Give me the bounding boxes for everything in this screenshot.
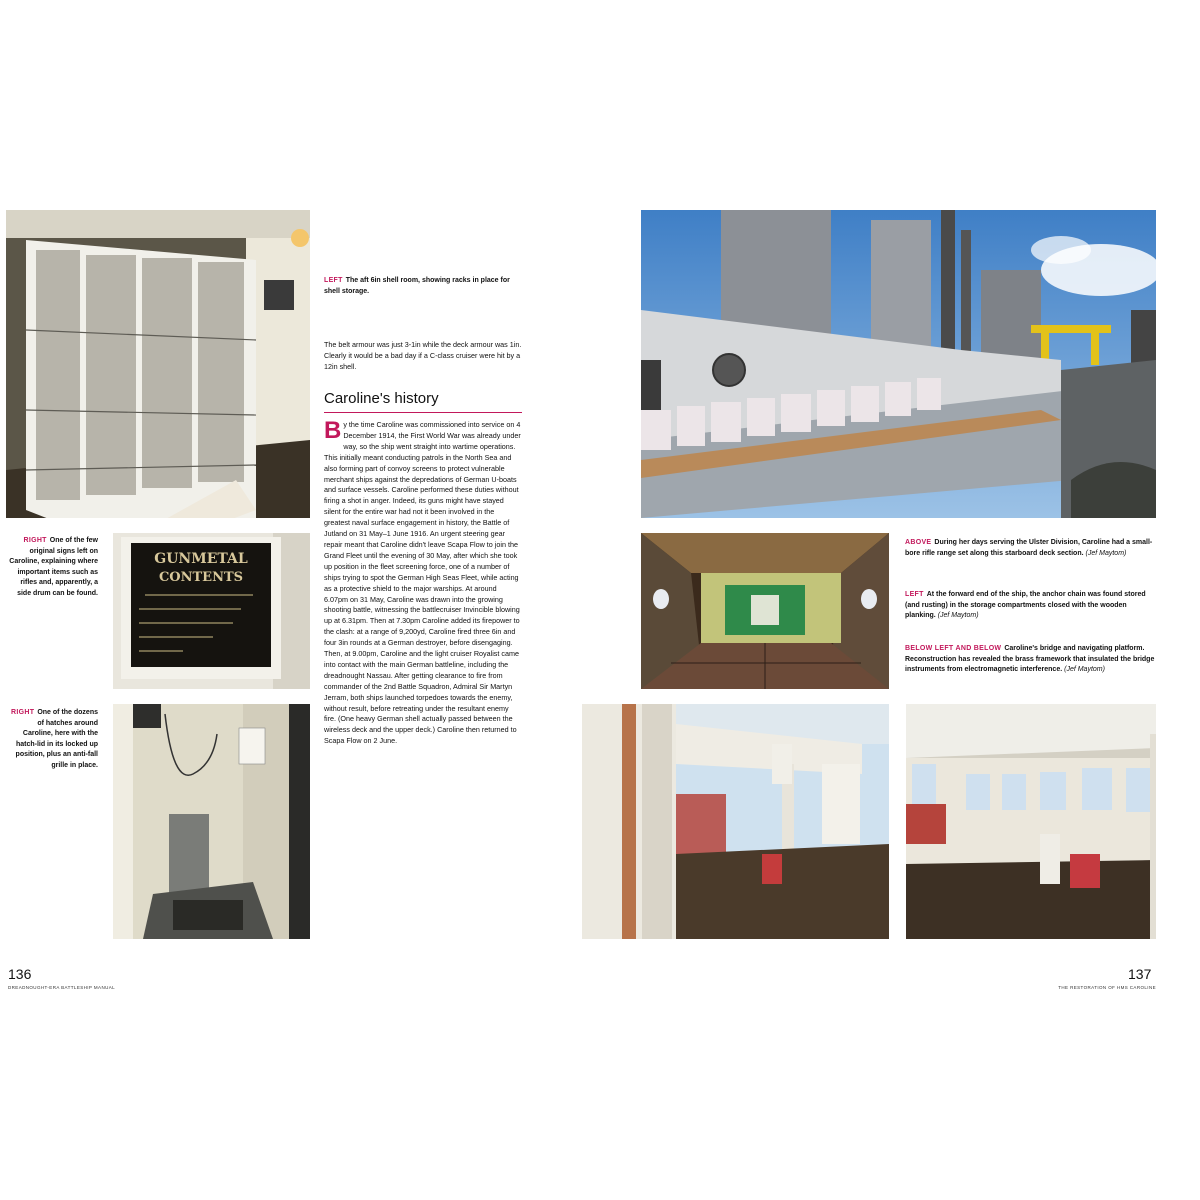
left-page-number: 136 [8,966,32,982]
left-running-head: DREADNOUGHT-ERA BATTLESHIP MANUAL [8,985,116,990]
caption-credit: (Jef Maytom) [1064,666,1105,673]
hatches-caption [6,708,98,771]
caption-credit: (Jef Maytom) [937,612,979,619]
above-caption [905,538,1155,559]
shell-room-photo [6,210,310,518]
caption-text: One of the few original signs left on Caroline, explaining where important items such as rifles and, apparently, a side drum can be found. [9,537,98,597]
intro-paragraph: The belt armour was just 3-1in while the deck armour was 1in. Clearly it would be a bad day if a C-class cruiser were hit by a 12in shell. [324,340,522,371]
sign-caption [6,536,98,599]
sign-line-1: GUNMETAL [154,551,248,567]
section-heading: Caroline's history [324,390,522,413]
right-page-number: 137 [1128,966,1152,982]
caption-lead: LEFT [324,277,343,284]
caption-text: During her days serving the Ulster Division, Caroline had a small-bore rifle range set along this starboard deck section. [905,539,1153,557]
below-caption [905,644,1155,676]
bridge-photo-left [582,704,889,939]
caption-text: Caroline's bridge and navigating platform. Reconstruction has revealed the brass framework that insulated the bridge instruments from electromagnetic interference. [905,645,1155,673]
caption-text: The aft 6in shell room, showing racks in place for shell storage. [324,277,510,295]
history-body-text: y the time Caroline was commissioned into service on 4 December 1914, the First World War was already under way, so the ship went straight into wartime operations. This initially meant conducting patrols in the North Sea and also forming part of convoy screens to protect vulnerable merchant ships against the depredations of German U-boats and surface vessels. Caroline performed these duties without firing a shot in anger. Indeed, its guns might have stayed silent for the entire war had not it been involved in the greatest naval surface engagement in history, the Battle of Jutland on 31 May–1 June 1916. An urgent steering gear repair meant that Caroline didn't leave Scapa Flow to join the Grand Fleet until the evening of 30 May, after which she took up position in the fleet screening force, one of a number of ships trying to spot the German High Seas Fleet, while acting as a protective shield to the major warships. At around 6.07pm on 31 May, Caroline was drawn into the growing shooting battle, witnessing the battlecruiser Invincible blowing up at 6.31pm. Then at 7.30pm Caroline added its firepower to the clash: at a range of 9,200yd, Caroline fired three 6in and four 3in rounds at a German destroyer, before disengaging. Then, at 9.00pm, Caroline and the light cruiser Royalist came into contact with the main German battleline, including the dreadnought Nassau. After getting clearance to fire from commander of the 2nd Battle Squadron, Admiral Sir Martyn Jerram, both ships launched torpedoes towards the enemy, without result, before retreating under the resultant enemy fire. (One heavy German shell actually passed between the wireless deck and the upper deck.) Caroline then returned to Scapa Flow on 2 June. [324,420,521,746]
caption-lead: RIGHT [11,709,35,716]
caption-lead: RIGHT [23,537,47,544]
anchor-compartment-photo [641,533,889,689]
left-caption [905,590,1155,622]
shell-room-caption [324,276,514,297]
drop-cap: B [324,417,342,444]
hatch-photo [113,704,310,939]
caption-credit: (Jef Maytom) [1085,549,1127,557]
caption-text: One of the dozens of hatches around Caroline, here with the hatch-lid in its locked up position, plus an anti-fall grille in place. [15,709,98,769]
right-running-head: THE RESTORATION OF HMS CAROLINE [1058,985,1156,990]
deck-funnels-photo [641,210,1156,518]
caption-lead: BELOW LEFT AND BELOW [905,645,1002,652]
bridge-photo-right [906,704,1156,939]
caption-text: At the forward end of the ship, the anchor chain was found stored (and rusting) in the storage compartments closed with the wooden planking. [905,591,1146,619]
history-body [324,417,522,747]
caption-lead: ABOVE [905,539,932,546]
sign-line-2: CONTENTS [158,570,244,585]
caption-lead: LEFT [905,591,924,598]
contents-sign-photo [113,533,310,689]
